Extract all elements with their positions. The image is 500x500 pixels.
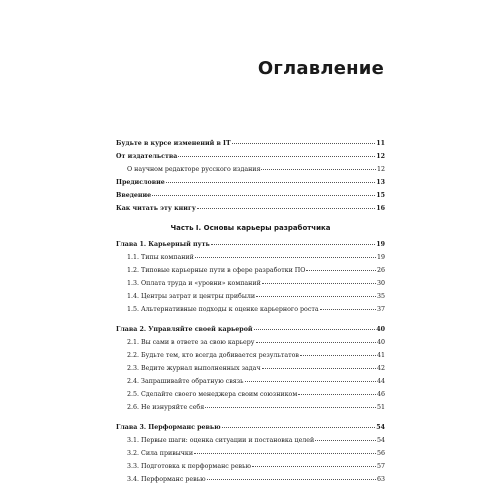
section-label: 2.4. Запрашивайте обратную связь — [127, 378, 244, 385]
chapter-page-number: 40 — [376, 326, 385, 333]
entry-page-number: 12 — [376, 166, 385, 173]
dot-leader — [207, 479, 376, 480]
dot-leader — [298, 394, 376, 395]
section-page-number: 26 — [376, 267, 385, 274]
entry-page-number: 12 — [376, 153, 385, 160]
toc-entry-introduction[interactable] — [116, 189, 385, 202]
entry-label: Как читать эту книгу — [116, 205, 196, 212]
dot-leader — [232, 143, 376, 144]
table-of-contents — [116, 137, 385, 486]
dot-leader — [197, 208, 375, 209]
section-label: 2.2. Будьте тем, кто всегда добивается результатов — [127, 352, 299, 359]
section-label: 1.4. Центры затрат и центры прибыли — [127, 293, 256, 300]
toc-entry-how-to-read[interactable] — [116, 202, 385, 215]
toc-section-1-2[interactable] — [116, 264, 385, 277]
toc-section-2-1[interactable] — [116, 336, 385, 349]
part-heading: Часть I. Основы карьеры разработчика — [170, 224, 331, 232]
section-page-number: 35 — [376, 293, 385, 300]
toc-section-3-3[interactable] — [116, 460, 385, 473]
dot-leader — [256, 342, 376, 343]
toc-section-1-1[interactable] — [116, 251, 385, 264]
dot-leader — [254, 329, 376, 330]
section-label: 1.3. Оплата труда и «уровни» компаний — [127, 280, 261, 287]
dot-leader — [262, 283, 376, 284]
toc-section-2-5[interactable] — [116, 388, 385, 401]
toc-entry-stay-updated[interactable] — [116, 137, 385, 150]
entry-page-number: 16 — [376, 205, 385, 212]
entry-page-number: 11 — [376, 140, 385, 147]
toc-entry-from-publisher[interactable] — [116, 150, 385, 163]
toc-section-3-1[interactable] — [116, 434, 385, 447]
dot-leader — [245, 381, 376, 382]
section-label: 1.2. Типовые карьерные пути в сфере разработки ПО — [127, 267, 306, 274]
toc-section-1-4[interactable] — [116, 290, 385, 303]
section-label: 3.2. Сила привычки — [127, 450, 194, 457]
toc-entry-preface[interactable] — [116, 176, 385, 189]
dot-leader — [195, 257, 376, 258]
chapter-label: Глава 3. Перформанс ревью — [116, 424, 221, 431]
toc-section-2-3[interactable] — [116, 362, 385, 375]
section-page-number: 63 — [376, 476, 385, 483]
section-page-number: 46 — [376, 391, 385, 398]
dot-leader — [262, 368, 376, 369]
dot-leader — [152, 195, 375, 196]
section-page-number: 30 — [376, 280, 385, 287]
section-label: 1.5. Альтернативные подходы к оценке карьерного роста — [127, 306, 319, 313]
chapter-label: Глава 2. Управляйте своей карьерой — [116, 326, 253, 333]
dot-leader — [211, 244, 375, 245]
section-label: 1.1. Типы компаний — [127, 254, 194, 261]
dot-leader — [261, 169, 376, 170]
toc-chapter-1[interactable] — [116, 238, 385, 251]
section-label: 2.6. Не изнуряйте себя — [127, 404, 205, 411]
dot-leader — [166, 182, 375, 183]
entry-page-number: 15 — [376, 192, 385, 199]
section-page-number: 41 — [376, 352, 385, 359]
toc-section-1-3[interactable] — [116, 277, 385, 290]
dot-leader — [222, 427, 376, 428]
dot-leader — [205, 407, 376, 408]
section-label: 2.1. Вы сами в ответе за свою карьеру — [127, 339, 255, 346]
section-page-number: 40 — [376, 339, 385, 346]
section-page-number: 54 — [376, 437, 385, 444]
toc-section-2-6[interactable] — [116, 401, 385, 414]
section-label: 2.3. Ведите журнал выполненных задач — [127, 365, 261, 372]
section-page-number: 51 — [376, 404, 385, 411]
dot-leader — [252, 466, 376, 467]
toc-section-3-2[interactable] — [116, 447, 385, 460]
toc-chapter-3[interactable] — [116, 421, 385, 434]
section-page-number: 57 — [376, 463, 385, 470]
entry-label: Введение — [116, 192, 152, 199]
toc-section-3-4[interactable] — [116, 473, 385, 486]
section-page-number: 44 — [376, 378, 385, 385]
dot-leader — [300, 355, 376, 356]
section-label: 2.5. Сделайте своего менеджера своим союзником — [127, 391, 298, 398]
toc-section-2-2[interactable] — [116, 349, 385, 362]
entry-label: Будьте в курсе изменений в IT — [116, 140, 231, 147]
dot-leader — [320, 309, 376, 310]
entry-label: Предисловие — [116, 179, 165, 186]
dot-leader — [315, 440, 376, 441]
section-label: 3.1. Первые шаги: оценка ситуации и постановка целей — [127, 437, 315, 444]
section-page-number: 42 — [376, 365, 385, 372]
toc-section-2-4[interactable] — [116, 375, 385, 388]
section-page-number: 19 — [376, 254, 385, 261]
page-title: Оглавление — [257, 58, 384, 79]
dot-leader — [256, 296, 376, 297]
toc-entry-science-editor[interactable] — [116, 163, 385, 176]
chapter-page-number: 54 — [376, 424, 385, 431]
section-page-number: 37 — [376, 306, 385, 313]
entry-label: О научном редакторе русского издания — [127, 166, 261, 173]
chapter-page-number: 19 — [376, 241, 385, 248]
chapter-label: Глава 1. Карьерный путь — [116, 241, 210, 248]
dot-leader — [306, 270, 376, 271]
section-label: 3.4. Перформанс ревью — [127, 476, 206, 483]
dot-leader — [178, 156, 375, 157]
entry-label: От издательства — [116, 153, 178, 160]
section-label: 3.3. Подготовка к перформанс ревью — [127, 463, 252, 470]
dot-leader — [194, 453, 376, 454]
entry-page-number: 13 — [376, 179, 385, 186]
toc-section-1-5[interactable] — [116, 303, 385, 316]
section-page-number: 56 — [376, 450, 385, 457]
toc-chapter-2[interactable] — [116, 323, 385, 336]
